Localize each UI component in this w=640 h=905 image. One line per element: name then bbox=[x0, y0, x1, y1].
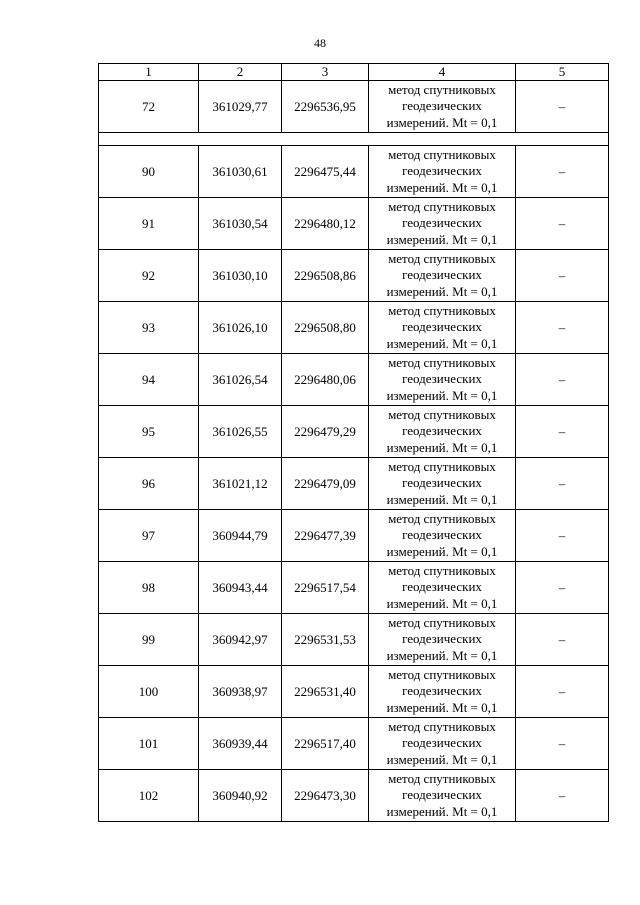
table-gap-cell bbox=[99, 133, 609, 146]
note-cell: – bbox=[516, 614, 609, 666]
y-coordinate-cell: 2296479,09 bbox=[282, 458, 369, 510]
method-cell bbox=[369, 458, 516, 510]
table-row bbox=[99, 770, 609, 822]
note-cell: – bbox=[516, 354, 609, 406]
point-number-cell: 72 bbox=[99, 81, 199, 133]
coordinates-table bbox=[98, 63, 609, 822]
method-cell bbox=[369, 81, 516, 133]
point-number-cell: 100 bbox=[99, 666, 199, 718]
x-coordinate-cell: 361030,61 bbox=[199, 146, 282, 198]
x-coordinate-cell: 361026,54 bbox=[199, 354, 282, 406]
x-coordinate-cell: 360939,44 bbox=[199, 718, 282, 770]
note-cell: – bbox=[516, 562, 609, 614]
method-text-line: геодезических bbox=[402, 163, 482, 179]
point-number-cell: 93 bbox=[99, 302, 199, 354]
table-row bbox=[99, 718, 609, 770]
method-text-line: геодезических bbox=[402, 631, 482, 647]
note-cell: – bbox=[516, 302, 609, 354]
table-row bbox=[99, 458, 609, 510]
note-cell: – bbox=[516, 458, 609, 510]
method-text-line: метод спутниковых bbox=[388, 718, 496, 734]
x-coordinate-cell: 361026,55 bbox=[199, 406, 282, 458]
method-text-line: геодезических bbox=[402, 475, 482, 491]
x-coordinate-cell: 360944,79 bbox=[199, 510, 282, 562]
table-row bbox=[99, 198, 609, 250]
method-cell bbox=[369, 666, 516, 718]
x-coordinate-cell: 360940,92 bbox=[199, 770, 282, 822]
note-cell: – bbox=[516, 250, 609, 302]
method-text-line: геодезических bbox=[402, 735, 482, 751]
point-number-cell: 92 bbox=[99, 250, 199, 302]
method-cell bbox=[369, 770, 516, 822]
y-coordinate-cell: 2296479,29 bbox=[282, 406, 369, 458]
method-text-line: измерений. Mt = 0,1 bbox=[386, 803, 498, 819]
method-text-line: измерений. Mt = 0,1 bbox=[386, 283, 498, 299]
point-number-cell: 98 bbox=[99, 562, 199, 614]
method-cell bbox=[369, 510, 516, 562]
method-text-line: геодезических bbox=[402, 423, 482, 439]
page-number: 48 bbox=[314, 36, 326, 50]
note-cell: – bbox=[516, 510, 609, 562]
x-coordinate-cell: 361030,10 bbox=[199, 250, 282, 302]
method-cell bbox=[369, 198, 516, 250]
table-row bbox=[99, 510, 609, 562]
note-cell: – bbox=[516, 770, 609, 822]
y-coordinate-cell: 2296517,40 bbox=[282, 718, 369, 770]
table-gap-row bbox=[99, 133, 609, 146]
table-row bbox=[99, 562, 609, 614]
method-text-line: метод спутниковых bbox=[388, 562, 496, 578]
note-cell: – bbox=[516, 718, 609, 770]
method-cell bbox=[369, 718, 516, 770]
point-number-cell: 95 bbox=[99, 406, 199, 458]
column-header: 5 bbox=[516, 64, 609, 81]
method-text-line: измерений. Mt = 0,1 bbox=[386, 699, 498, 715]
method-text-line: измерений. Mt = 0,1 bbox=[386, 114, 498, 130]
method-cell bbox=[369, 250, 516, 302]
method-text-line: геодезических bbox=[402, 371, 482, 387]
method-text-line: метод спутниковых bbox=[388, 666, 496, 682]
method-cell bbox=[369, 302, 516, 354]
method-text-line: метод спутниковых bbox=[388, 146, 496, 162]
note-cell: – bbox=[516, 198, 609, 250]
y-coordinate-cell: 2296508,80 bbox=[282, 302, 369, 354]
point-number-cell: 101 bbox=[99, 718, 199, 770]
method-text-line: геодезических bbox=[402, 98, 482, 114]
x-coordinate-cell: 360943,44 bbox=[199, 562, 282, 614]
method-text-line: метод спутниковых bbox=[388, 250, 496, 266]
method-text-line: измерений. Mt = 0,1 bbox=[386, 387, 498, 403]
y-coordinate-cell: 2296473,30 bbox=[282, 770, 369, 822]
x-coordinate-cell: 360938,97 bbox=[199, 666, 282, 718]
point-number-cell: 97 bbox=[99, 510, 199, 562]
table-row bbox=[99, 614, 609, 666]
column-header: 3 bbox=[282, 64, 369, 81]
x-coordinate-cell: 360942,97 bbox=[199, 614, 282, 666]
method-text-line: геодезических bbox=[402, 319, 482, 335]
y-coordinate-cell: 2296475,44 bbox=[282, 146, 369, 198]
table-row bbox=[99, 302, 609, 354]
column-header: 4 bbox=[369, 64, 516, 81]
y-coordinate-cell: 2296480,06 bbox=[282, 354, 369, 406]
method-text-line: измерений. Mt = 0,1 bbox=[386, 647, 498, 663]
y-coordinate-cell: 2296508,86 bbox=[282, 250, 369, 302]
method-text-line: метод спутниковых bbox=[388, 406, 496, 422]
method-text-line: метод спутниковых bbox=[388, 458, 496, 474]
note-cell: – bbox=[516, 406, 609, 458]
x-coordinate-cell: 361026,10 bbox=[199, 302, 282, 354]
point-number-cell: 99 bbox=[99, 614, 199, 666]
method-text-line: измерений. Mt = 0,1 bbox=[386, 751, 498, 767]
method-text-line: измерений. Mt = 0,1 bbox=[386, 335, 498, 351]
y-coordinate-cell: 2296531,40 bbox=[282, 666, 369, 718]
method-text-line: измерений. Mt = 0,1 bbox=[386, 231, 498, 247]
table-header-row bbox=[99, 64, 609, 81]
y-coordinate-cell: 2296536,95 bbox=[282, 81, 369, 133]
x-coordinate-cell: 361029,77 bbox=[199, 81, 282, 133]
y-coordinate-cell: 2296480,12 bbox=[282, 198, 369, 250]
column-header: 1 bbox=[99, 64, 199, 81]
method-cell bbox=[369, 562, 516, 614]
method-text-line: метод спутниковых bbox=[388, 81, 496, 97]
y-coordinate-cell: 2296477,39 bbox=[282, 510, 369, 562]
note-cell: – bbox=[516, 81, 609, 133]
method-text-line: измерений. Mt = 0,1 bbox=[386, 543, 498, 559]
note-cell: – bbox=[516, 666, 609, 718]
y-coordinate-cell: 2296531,53 bbox=[282, 614, 369, 666]
method-cell bbox=[369, 614, 516, 666]
method-text-line: метод спутниковых bbox=[388, 198, 496, 214]
method-text-line: геодезических bbox=[402, 787, 482, 803]
table-row bbox=[99, 666, 609, 718]
note-cell: – bbox=[516, 146, 609, 198]
method-text-line: метод спутниковых bbox=[388, 770, 496, 786]
method-text-line: геодезических bbox=[402, 579, 482, 595]
table-row bbox=[99, 146, 609, 198]
method-cell bbox=[369, 354, 516, 406]
method-text-line: измерений. Mt = 0,1 bbox=[386, 439, 498, 455]
method-cell bbox=[369, 406, 516, 458]
point-number-cell: 96 bbox=[99, 458, 199, 510]
point-number-cell: 90 bbox=[99, 146, 199, 198]
method-text-line: метод спутниковых bbox=[388, 614, 496, 630]
table-row bbox=[99, 406, 609, 458]
method-text-line: геодезических bbox=[402, 683, 482, 699]
method-text-line: измерений. Mt = 0,1 bbox=[386, 179, 498, 195]
method-text-line: геодезических bbox=[402, 267, 482, 283]
method-text-line: измерений. Mt = 0,1 bbox=[386, 491, 498, 507]
method-text-line: геодезических bbox=[402, 215, 482, 231]
table-row bbox=[99, 354, 609, 406]
table-row bbox=[99, 81, 609, 133]
method-text-line: геодезических bbox=[402, 527, 482, 543]
method-text-line: метод спутниковых bbox=[388, 354, 496, 370]
y-coordinate-cell: 2296517,54 bbox=[282, 562, 369, 614]
column-header: 2 bbox=[199, 64, 282, 81]
point-number-cell: 102 bbox=[99, 770, 199, 822]
point-number-cell: 94 bbox=[99, 354, 199, 406]
table-row bbox=[99, 250, 609, 302]
method-text-line: метод спутниковых bbox=[388, 302, 496, 318]
x-coordinate-cell: 361021,12 bbox=[199, 458, 282, 510]
point-number-cell: 91 bbox=[99, 198, 199, 250]
x-coordinate-cell: 361030,54 bbox=[199, 198, 282, 250]
method-cell bbox=[369, 146, 516, 198]
method-text-line: метод спутниковых bbox=[388, 510, 496, 526]
method-text-line: измерений. Mt = 0,1 bbox=[386, 595, 498, 611]
